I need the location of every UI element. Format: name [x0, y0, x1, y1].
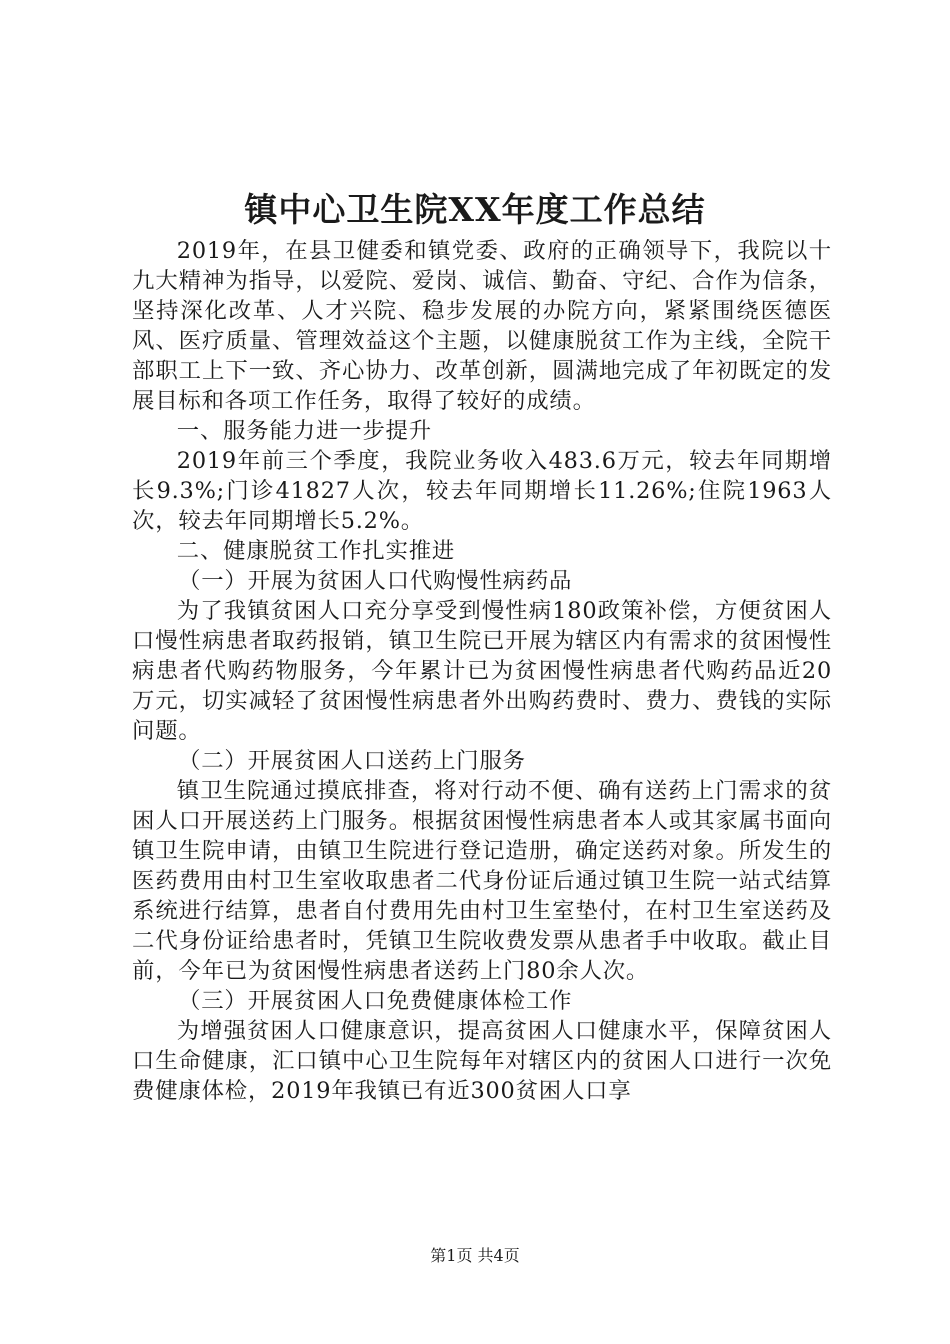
page-number-footer: 第1页 共4页	[430, 1246, 520, 1265]
intro-paragraph: 2019年，在县卫健委和镇党委、政府的正确领导下，我院以十九大精神为指导，以爱院、爱岗、诚信、勤奋、守纪、合作为信条，坚持深化改革、人才兴院、稳步发展的办院方向，紧紧围绕医德医风、医疗质量、管理效益这个主题，以健康脱贫工作为主线，全院干部职工上下一致、齐心协力、改革创新，圆满地完成了年初既定的发展目标和各项工作任务，取得了较好的成绩。	[132, 238, 832, 414]
document-title: 镇中心卫生院XX年度工作总结	[244, 190, 706, 229]
service-paragraph: 2019年前三个季度，我院业务收入483.6万元，较去年同期增长9.3%;门诊41827人次，较去年同期增长11.26%;住院1963人次，较去年同期增长5.2%。	[132, 448, 832, 534]
drug-purchase-paragraph: 为了我镇贫困人口充分享受到慢性病180政策补偿，方便贫困人口慢性病患者取药报销，镇卫生院已开展为辖区内有需求的贫困慢性病患者代购药物服务，今年累计已为贫困慢性病患者代购药品近20万元，切实减轻了贫困慢性病患者外出购药费时、费力、费钱的实际问题。	[132, 598, 832, 744]
subheading-drug-purchase: （一）开展为贫困人口代购慢性病药品	[178, 568, 573, 594]
health-checkup-paragraph: 为增强贫困人口健康意识，提高贫困人口健康水平，保障贫困人口生命健康，汇口镇中心卫生院每年对辖区内的贫困人口进行一次免费健康体检，2019年我镇已有近300贫困人口享	[132, 1018, 832, 1104]
drug-delivery-paragraph: 镇卫生院通过摸底排查，将对行动不便、确有送药上门需求的贫困人口开展送药上门服务。根据贫困慢性病患者本人或其家属书面向镇卫生院申请，由镇卫生院进行登记造册，确定送药对象。所发生的医药费用由村卫生室收取患者二代身份证后通过镇卫生院一站式结算系统进行结算，患者自付费用先由村卫生室垫付，在村卫生室送药及二代身份证给患者时，凭镇卫生院收费发票从患者手中收取。截止目前，今年已为贫困慢性病患者送药上门80余人次。	[132, 778, 832, 984]
document-body	[132, 236, 832, 1106]
subheading-health-checkup: （三）开展贫困人口免费健康体检工作	[178, 988, 573, 1014]
subheading-drug-delivery: （二）开展贫困人口送药上门服务	[178, 748, 526, 774]
section-heading-poverty: 二、健康脱贫工作扎实推进	[176, 538, 456, 564]
section-heading-service: 一、服务能力进一步提升	[176, 418, 432, 444]
